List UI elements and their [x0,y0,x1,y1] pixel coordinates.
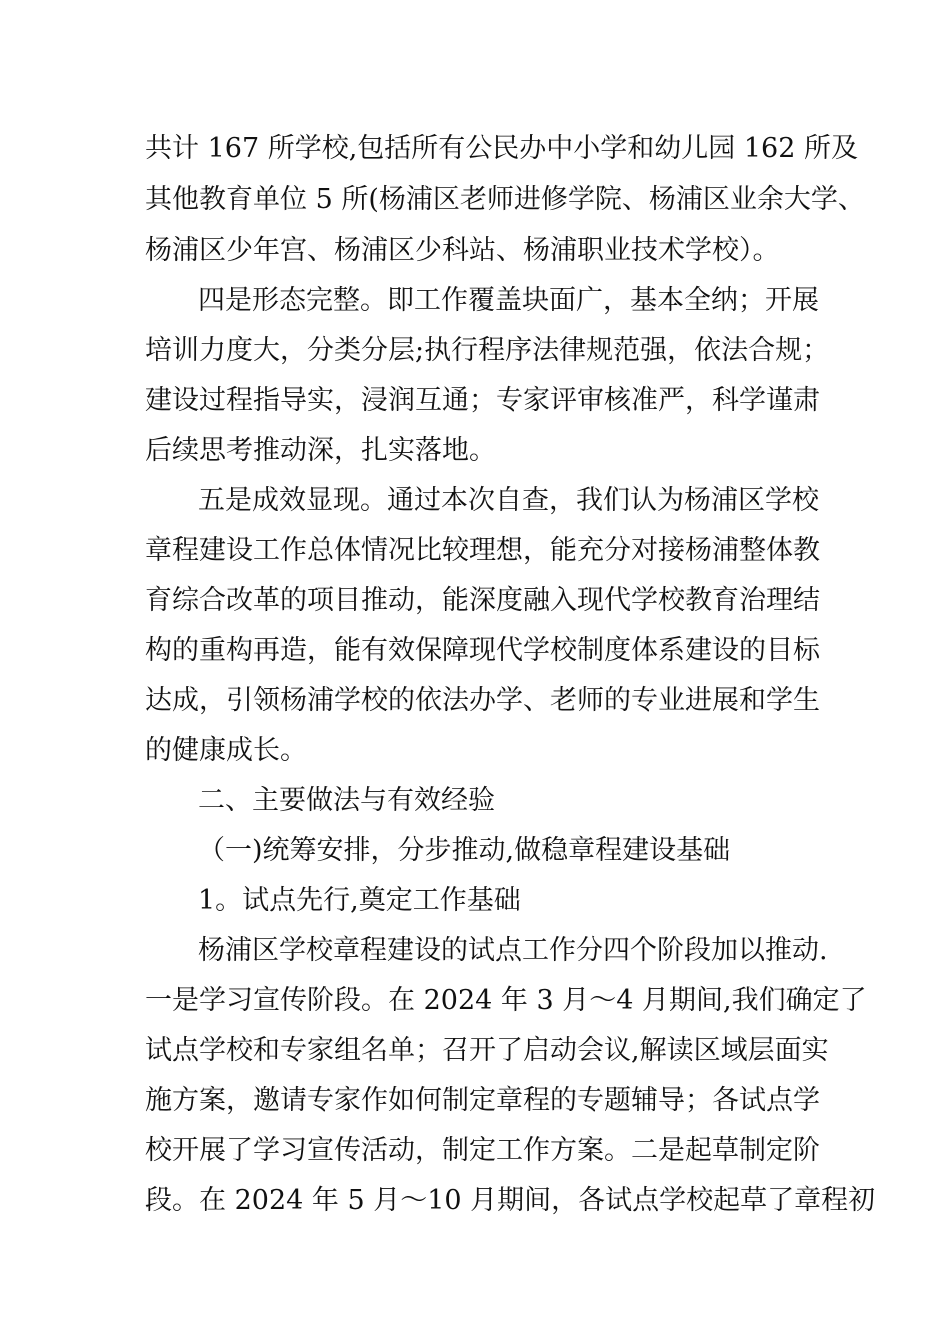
paragraph-line: 杨浦区少年宫、杨浦区少科站、杨浦职业技术学校）。 [145,235,780,266]
paragraph-line: 章程建设工作总体情况比较理想，能充分对接杨浦整体教 [145,535,820,566]
paragraph-line: 试点学校和专家组名单；召开了启动会议,解读区域层面实 [145,1035,829,1066]
paragraph-line: 一是学习宣传阶段。在 2024 年 3 月～4 月期间,我们确定了 [145,985,867,1016]
paragraph-line: 杨浦区学校章程建设的试点工作分四个阶段加以推动. [198,935,828,966]
subsection-heading: （一)统筹安排，分步推动,做稳章程建设基础 [198,835,731,866]
paragraph-line: 建设过程指导实，浸润互通；专家评审核准严，科学谨肃 [145,385,820,416]
paragraph-line: 四是形态完整。即工作覆盖块面广，基本全纳；开展 [198,285,819,316]
paragraph-line: 育综合改革的项目推动，能深度融入现代学校教育治理结 [145,585,820,616]
paragraph-line: 培训力度大，分类分层;执行程序法律规范强，依法合规； [145,335,830,366]
paragraph-line: 段。在 2024 年 5 月～10 月期间，各试点学校起草了章程初 [145,1185,876,1216]
paragraph-line: 达成，引领杨浦学校的依法办学、老师的专业进展和学生 [145,685,820,716]
paragraph-line: 五是成效显现。通过本次自查，我们认为杨浦区学校 [198,485,819,516]
paragraph-line: 施方案，邀请专家作如何制定章程的专题辅导；各试点学 [145,1085,820,1116]
paragraph-line: 校开展了学习宣传活动，制定工作方案。二是起草制定阶 [145,1135,820,1166]
paragraph-line: 的健康成长。 [145,735,307,766]
item-heading: 1。试点先行,奠定工作基础 [198,885,521,916]
paragraph-line: 共计 167 所学校,包括所有公民办中小学和幼儿园 162 所及 [145,133,858,164]
section-heading: 二、主要做法与有效经验 [198,785,495,816]
paragraph-line: 构的重构再造，能有效保障现代学校制度体系建设的目标 [145,635,820,666]
paragraph-line: 后续思考推动深，扎实落地。 [145,435,496,466]
paragraph-line: 其他教育单位 5 所(杨浦区老师进修学院、杨浦区业余大学、 [145,184,865,215]
